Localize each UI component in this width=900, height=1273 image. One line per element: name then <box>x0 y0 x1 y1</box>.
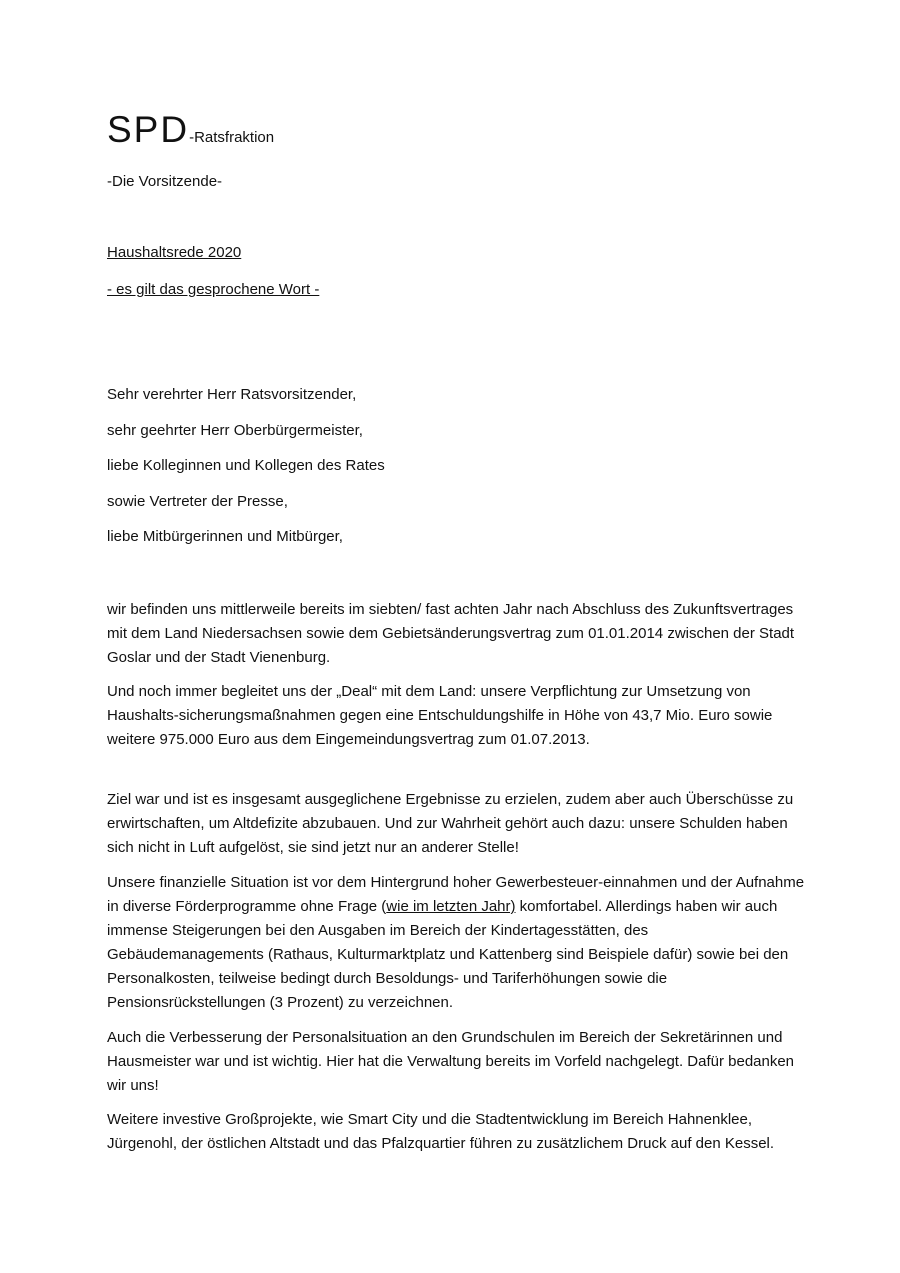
organization-suffix: -Ratsfraktion <box>189 129 275 146</box>
speech-title: Haushaltsrede 2020 <box>107 244 242 261</box>
salutation-line: liebe Mitbürgerinnen und Mitbürger, <box>107 528 343 545</box>
speech-disclaimer: - es gilt das gesprochene Wort - <box>107 281 320 298</box>
salutation-line: liebe Kolleginnen und Kollegen des Rates <box>107 457 385 474</box>
paragraph-6: Weitere investive Großprojekte, wie Smart City und die Stadtentwicklung im Bereich Hahnenklee, Jürgenohl, der östlichen Altstadt und das Pfalzquartier führen zu zusätzlichem Druck auf den Kessel. <box>107 1111 775 1152</box>
paragraph-4-underlined-text: wie im letzten Jahr) <box>386 898 516 915</box>
paragraph-4-text-start: Unsere finanzielle Situation ist vor dem Hintergrund hoher Gewerbesteuer-einnahmen und der Aufnahme in diverse Förderprogramme ohne Frage ( <box>107 874 805 915</box>
paragraph-4-text-end: komfortabel. Allerdings haben wir auch immense Steigerungen bei den Ausgaben im Bereich der Kindertagesstätten, des Gebäudemanagements (Rathaus, Kulturmarktplatz und Kattenberg sind Beispiele dafür) sowie bei den Personalkosten, teilweise bedingt durch Besoldungs- und Tariferhöhungen sowie die Pensionsrückstellungen (3 Prozent) zu verzeichnen. <box>107 898 789 1011</box>
letterhead <box>107 108 807 152</box>
party-logo-text: SPD <box>107 109 190 150</box>
salutation-line: Sehr verehrter Herr Ratsvorsitzender, <box>107 386 357 403</box>
paragraph-5: Auch die Verbesserung der Personalsituation an den Grundschulen im Bereich der Sekretärinnen und Hausmeister war und ist wichtig. Hier hat die Verwaltung bereits im Vorfeld nachgelegt. Dafür bedanken wir uns! <box>107 1029 795 1094</box>
paragraph-4 <box>107 871 807 1015</box>
author-role: -Die Vorsitzende- <box>107 173 223 190</box>
paragraph-2: Und noch immer begleitet uns der „Deal“ mit dem Land: unsere Verpflichtung zur Umsetzung von Haushalts-sicherungsmaßnahmen gegen eine Entschuldungshilfe in Höhe von 43,7 Mio. Euro sowie weitere 975.000 Euro aus dem Eingemeindungsvertrag zum 01.07.2013. <box>107 683 773 748</box>
salutation-list <box>107 385 807 563</box>
salutation-line: sehr geehrter Herr Oberbürgermeister, <box>107 421 363 439</box>
salutation-line: sowie Vertreter der Presse, <box>107 492 288 510</box>
paragraph-1: wir befinden uns mittlerweile bereits im siebten/ fast achten Jahr nach Abschluss des Zukunftsvertrages mit dem Land Niedersachsen sowie dem Gebietsänderungsvertrag zum 01.01.2014 zwischen der Stadt Goslar und der Stadt Vienenburg. <box>107 601 795 666</box>
paragraph-3: Ziel war und ist es insgesamt ausgeglichene Ergebnisse zu erzielen, zudem aber auch Überschüsse zu erwirtschaften, um Altdefizite abzubauen. Und zur Wahrheit gehört auch dazu: unsere Schulden haben sich nicht in Luft aufgelöst, sie sind jetzt nur an anderer Stelle! <box>107 791 794 856</box>
